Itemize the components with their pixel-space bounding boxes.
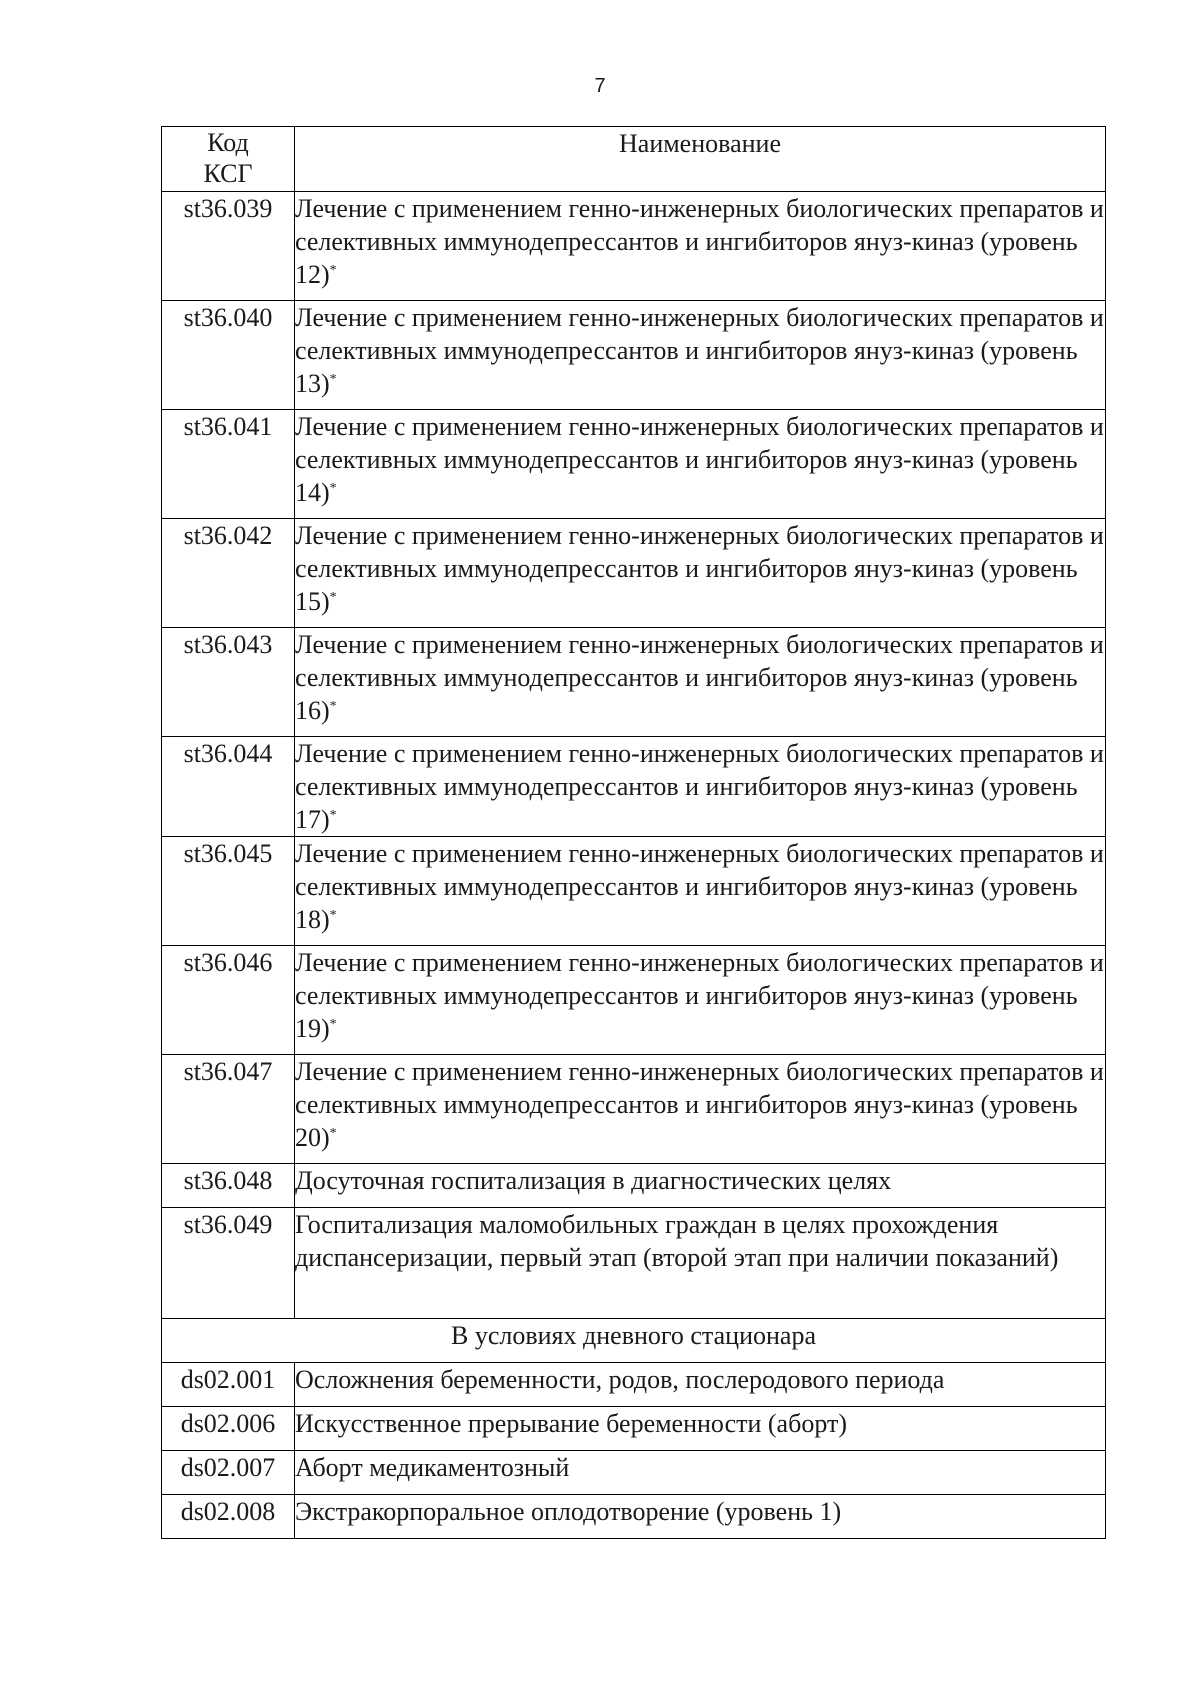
row-code: st36.049 [162, 1208, 295, 1319]
footnote-mark: * [329, 1126, 337, 1141]
row-name [295, 410, 1106, 519]
row-code: ds02.007 [162, 1451, 295, 1495]
row-name-text: Лечение с применением генно-инженерных биологических препаратов и селективных иммунодепрессантов и ингибиторов януз-киназ (уровень 16) [295, 630, 1104, 725]
row-name-text: Лечение с применением генно-инженерных биологических препаратов и селективных иммунодепрессантов и ингибиторов януз-киназ (уровень 12) [295, 194, 1104, 289]
row-name-text: Лечение с применением генно-инженерных биологических препаратов и селективных иммунодепрессантов и ингибиторов януз-киназ (уровень 17) [295, 739, 1104, 834]
row-name-text: Лечение с применением генно-инженерных биологических препаратов и селективных иммунодепрессантов и ингибиторов януз-киназ (уровень 20) [295, 1057, 1104, 1152]
table-row [162, 1164, 1106, 1208]
row-name-text: Лечение с применением генно-инженерных биологических препаратов и селективных иммунодепрессантов и ингибиторов януз-киназ (уровень 19) [295, 948, 1104, 1043]
row-name [295, 519, 1106, 628]
row-name: Аборт медикаментозный [295, 1451, 1106, 1495]
row-code: st36.041 [162, 410, 295, 519]
row-name-text: Лечение с применением генно-инженерных биологических препаратов и селективных иммунодепрессантов и ингибиторов януз-киназ (уровень 18) [295, 839, 1104, 934]
table-header-row [162, 127, 1106, 192]
section-title: В условиях дневного стационара [162, 1319, 1106, 1363]
header-code-line1: Код [207, 128, 249, 157]
row-name [295, 628, 1106, 737]
table-row [162, 410, 1106, 519]
footnote-mark: * [329, 808, 337, 823]
row-name [295, 192, 1106, 301]
table-row [162, 1055, 1106, 1164]
table-row [162, 1495, 1106, 1539]
table-row [162, 301, 1106, 410]
header-code-line2: КСГ [203, 159, 253, 188]
row-name-text: Лечение с применением генно-инженерных биологических препаратов и селективных иммунодепрессантов и ингибиторов януз-киназ (уровень 13) [295, 303, 1104, 398]
row-name: Искусственное прерывание беременности (аборт) [295, 1407, 1106, 1451]
table-row [162, 1363, 1106, 1407]
row-name [295, 737, 1106, 837]
footnote-mark: * [329, 372, 337, 387]
row-name-text: Лечение с применением генно-инженерных биологических препаратов и селективных иммунодепрессантов и ингибиторов януз-киназ (уровень 15) [295, 521, 1104, 616]
table-row [162, 737, 1106, 837]
ksg-table [161, 126, 1106, 1539]
row-name [295, 301, 1106, 410]
row-code: st36.039 [162, 192, 295, 301]
table-row [162, 837, 1106, 946]
row-code: st36.046 [162, 946, 295, 1055]
row-name [295, 837, 1106, 946]
header-name: Наименование [295, 127, 1106, 192]
row-name [295, 946, 1106, 1055]
row-name-text: Лечение с применением генно-инженерных биологических препаратов и селективных иммунодепрессантов и ингибиторов януз-киназ (уровень 14) [295, 412, 1104, 507]
row-code: st36.045 [162, 837, 295, 946]
row-name [295, 1055, 1106, 1164]
footnote-mark: * [329, 1017, 337, 1032]
row-code: ds02.008 [162, 1495, 295, 1539]
row-name: Досуточная госпитализация в диагностических целях [295, 1164, 1106, 1208]
row-code: st36.043 [162, 628, 295, 737]
footnote-mark: * [329, 699, 337, 714]
section-row [162, 1319, 1106, 1363]
row-code: ds02.006 [162, 1407, 295, 1451]
table-row [162, 519, 1106, 628]
row-name: Осложнения беременности, родов, послеродового периода [295, 1363, 1106, 1407]
row-name: Экстракорпоральное оплодотворение (уровень 1) [295, 1495, 1106, 1539]
row-code: st36.047 [162, 1055, 295, 1164]
row-code: st36.048 [162, 1164, 295, 1208]
row-code: st36.040 [162, 301, 295, 410]
table-row [162, 192, 1106, 301]
row-code: ds02.001 [162, 1363, 295, 1407]
table-row [162, 946, 1106, 1055]
table-row [162, 628, 1106, 737]
footnote-mark: * [329, 590, 337, 605]
row-name: Госпитализация маломобильных граждан в целях прохождения диспансеризации, первый этап (второй этап при наличии показаний) [295, 1208, 1106, 1319]
row-code: st36.044 [162, 737, 295, 837]
table-row [162, 1451, 1106, 1495]
page-number: 7 [594, 75, 606, 97]
table-row [162, 1208, 1106, 1319]
footnote-mark: * [329, 263, 337, 278]
row-code: st36.042 [162, 519, 295, 628]
table-row [162, 1407, 1106, 1451]
footnote-mark: * [329, 481, 337, 496]
header-code [162, 127, 295, 192]
footnote-mark: * [329, 908, 337, 923]
